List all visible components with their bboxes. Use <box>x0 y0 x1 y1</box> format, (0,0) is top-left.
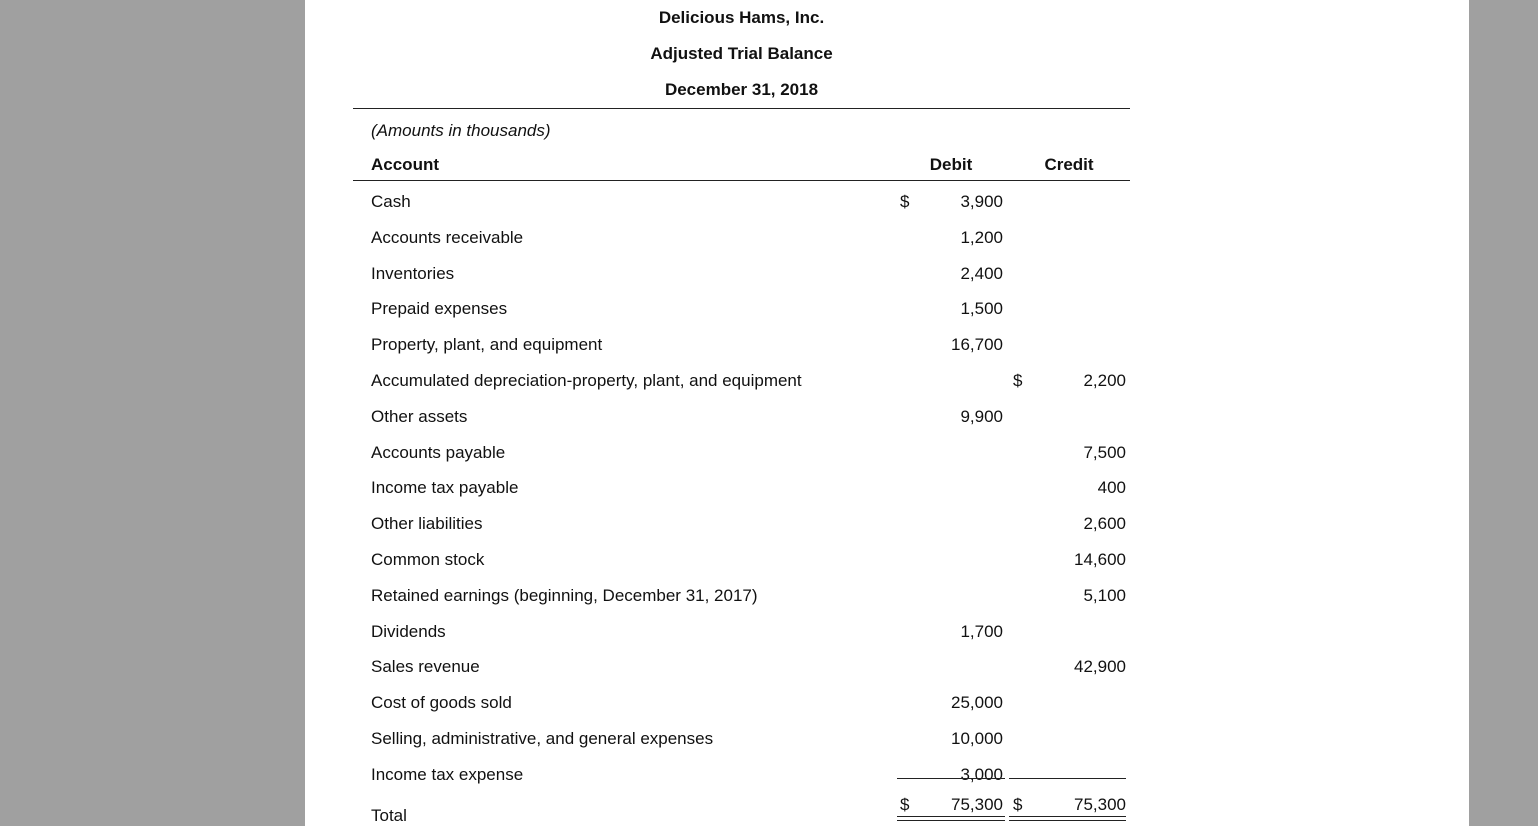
debit-amount: 2,400 <box>960 263 1003 283</box>
credit-amount: 14,600 <box>1074 549 1126 569</box>
credit-amount: 5,100 <box>1083 585 1126 605</box>
column-header-row <box>353 145 1130 180</box>
account-name: Income tax expense <box>371 764 524 784</box>
table-row <box>353 539 1130 575</box>
debit-amount: 3,000 <box>960 764 1003 784</box>
table-row <box>353 253 1130 289</box>
debit-amount: 1,200 <box>960 227 1003 247</box>
debit-total-double-rule <box>897 816 1005 821</box>
debit-amount: 1,500 <box>960 299 1003 319</box>
account-name: Prepaid expenses <box>371 299 508 319</box>
debit-amount: 1,700 <box>960 621 1003 641</box>
account-name: Retained earnings (beginning, December 31, 2017) <box>371 585 758 605</box>
table-row <box>353 718 1130 754</box>
table-row <box>353 611 1130 647</box>
table-row <box>353 646 1130 682</box>
account-name: Common stock <box>371 549 485 569</box>
account-name: Accounts payable <box>371 442 506 462</box>
account-name: Inventories <box>371 263 455 283</box>
table-row <box>353 217 1130 253</box>
total-credit-sign: $ <box>1013 795 1023 814</box>
credit-amount: 42,900 <box>1074 657 1126 677</box>
account-name: Property, plant, and equipment <box>371 335 603 355</box>
total-debit-sign: $ <box>900 795 910 814</box>
table-row <box>353 288 1130 324</box>
debit-dollar-sign: $ <box>900 192 910 211</box>
account-name: Other assets <box>371 406 468 426</box>
account-rows <box>353 181 1130 790</box>
account-name: Income tax payable <box>371 478 519 498</box>
table-row <box>353 360 1130 396</box>
credit-amount: 2,200 <box>1083 370 1126 390</box>
table-row <box>353 396 1130 432</box>
account-name: Accounts receivable <box>371 227 524 247</box>
account-name: Selling, administrative, and general expenses <box>371 728 714 748</box>
table-row <box>353 181 1130 217</box>
debit-amount: 25,000 <box>951 693 1003 713</box>
credit-subtotal-rule <box>1009 778 1126 779</box>
debit-amount: 3,900 <box>960 192 1003 211</box>
account-name: Other liabilities <box>371 514 483 534</box>
credit-dollar-sign: $ <box>1013 370 1023 390</box>
debit-amount: 10,000 <box>951 728 1003 748</box>
credit-amount: 2,600 <box>1083 514 1126 534</box>
document-page <box>305 0 1469 826</box>
debit-subtotal-rule <box>897 778 1005 779</box>
statement-date: December 31, 2018 <box>664 80 819 99</box>
total-label: Total <box>371 806 407 825</box>
total-credit-amount: 75,300 <box>1074 795 1126 814</box>
column-header-account: Account <box>371 155 439 174</box>
table-row <box>353 324 1130 360</box>
account-name: Dividends <box>371 621 446 641</box>
table-row <box>353 432 1130 468</box>
table-row <box>353 682 1130 718</box>
debit-amount: 9,900 <box>960 406 1003 426</box>
credit-total-double-rule <box>1009 816 1126 821</box>
credit-amount: 7,500 <box>1083 442 1126 462</box>
table-row <box>353 503 1130 539</box>
table-row <box>353 467 1130 503</box>
amounts-note: (Amounts in thousands) <box>371 121 551 140</box>
account-name: Cash <box>371 192 411 211</box>
table-row <box>353 575 1130 611</box>
statement-title: Adjusted Trial Balance <box>650 44 833 63</box>
account-name: Accumulated depreciation-property, plant, and equipment <box>371 370 802 390</box>
debit-amount: 16,700 <box>951 335 1003 355</box>
column-header-debit: Debit <box>929 155 973 174</box>
credit-amount: 400 <box>1097 478 1126 498</box>
account-name: Sales revenue <box>371 657 480 677</box>
total-debit-amount: 75,300 <box>951 795 1003 814</box>
trial-balance-sheet <box>353 0 1130 790</box>
company-name: Delicious Hams, Inc. <box>658 8 825 27</box>
total-row <box>353 778 1130 826</box>
column-header-credit: Credit <box>1044 155 1094 174</box>
account-name: Cost of goods sold <box>371 693 512 713</box>
